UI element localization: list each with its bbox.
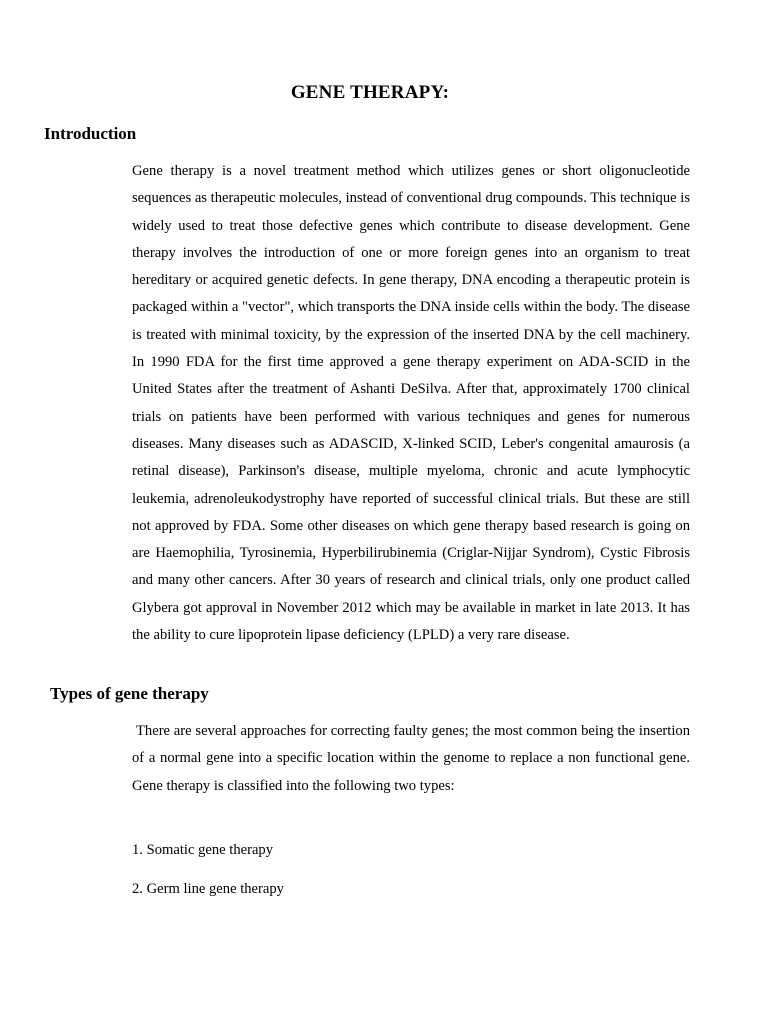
section-heading-introduction: Introduction xyxy=(44,124,137,143)
section-heading-types: Types of gene therapy xyxy=(50,684,209,703)
list-item-somatic: 1. Somatic gene therapy xyxy=(132,842,274,858)
document-title: GENE THERAPY: xyxy=(290,82,450,103)
types-paragraph: There are several approaches for correcting faulty genes; the most common being the insertion of a normal gene into a specific location within the genome to replace a non functional gene. Gene therapy is classified into the following two types: xyxy=(132,723,690,794)
list-item-germ-line: 2. Germ line gene therapy xyxy=(132,881,284,897)
introduction-paragraph: Gene therapy is a novel treatment method which utilizes genes or short oligonucleotide sequences as therapeutic molecules, instead of conventional drug compounds. This technique is widely used to treat those defective genes which contribute to disease development. Gene therapy involves the introduction of one or more foreign genes into an organism to treat hereditary or acquired genetic defects. In gene therapy, DNA encoding a therapeutic protein is packaged within a "vector", which transports the DNA inside cells within the body. The disease is treated with minimal toxicity, by the expression of the inserted DNA by the cell machinery. In 1990 FDA for the first time approved a gene therapy experiment on ADA-SCID in the United States after the treatment of Ashanti DeSilva. After that, approximately 1700 clinical trials on patients have been performed with various techniques and genes for numerous diseases. Many diseases such as ADASCID, X-linked SCID, Leber's congenital amaurosis (a retinal disease), Parkinson's disease, multiple myeloma, chronic and acute lymphocytic leukemia, adrenoleukodystrophy have reported of successful clinical trials. But these are still not approved by FDA. Some other diseases on which gene therapy based research is going on are Haemophilia, Tyrosinemia, Hyperbilirubinemia (Criglar-Nijjar Syndrom), Cystic Fibrosis and many other cancers. After 30 years of research and clinical trials, only one product called Glybera got approval in November 2012 which may be available in market in late 2013. It has the ability to cure lipoprotein lipase deficiency (LPLD) a very rare disease. xyxy=(132,163,690,644)
